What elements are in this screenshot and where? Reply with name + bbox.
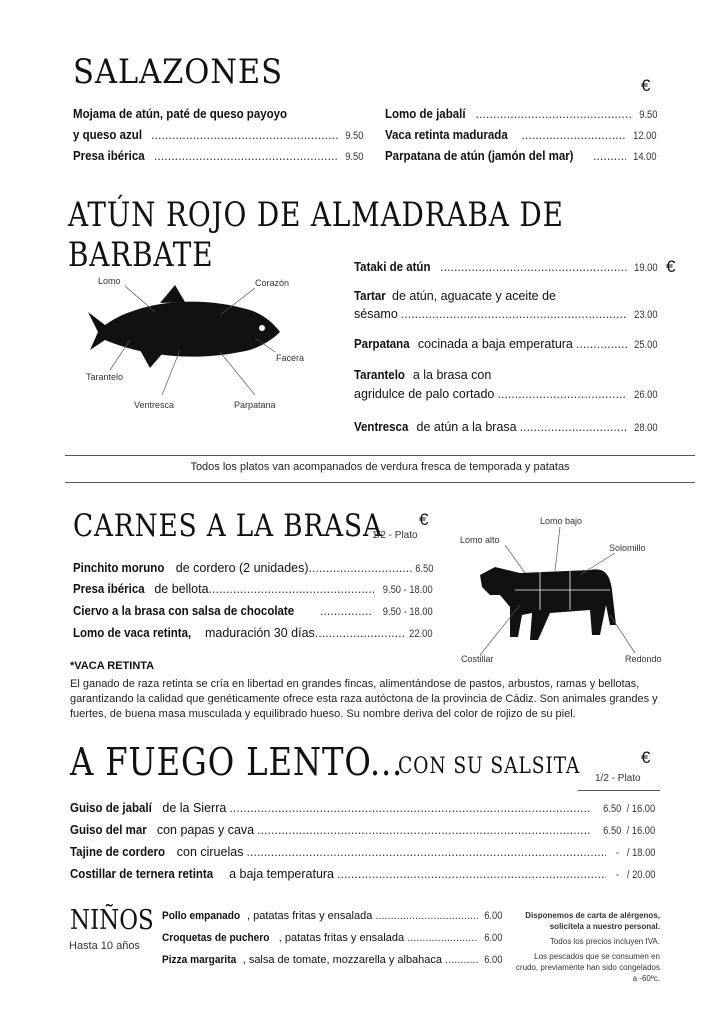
item-name: Pizza margarita — [162, 954, 237, 966]
fuego-title: A FUEGO LENTO... — [70, 740, 404, 784]
item-name: Mojama de atún, paté de queso payoyo — [73, 107, 288, 121]
item-price: 22.00 — [409, 628, 433, 640]
item-name: y queso azul — [73, 128, 143, 142]
menu-item — [73, 582, 433, 596]
item-desc: , patatas fritas y ensalada — [278, 932, 405, 944]
item-name: Costillar de ternera retinta — [70, 867, 214, 881]
item-desc: con papas y cava — [153, 823, 255, 837]
item-price: 9.50 - 18.00 — [383, 606, 433, 618]
item-price: 26.00 — [634, 389, 658, 401]
menu-item — [354, 260, 658, 274]
item-price: - / 20.00 — [615, 869, 655, 881]
menu-item — [162, 910, 502, 922]
menu-item — [354, 368, 658, 382]
euro-icon: € — [419, 510, 429, 529]
vaca-retinta-title: *VACA RETINTA — [70, 660, 155, 672]
item-price: - / 18.00 — [615, 847, 655, 859]
item-price: 9.50 — [638, 109, 657, 121]
item-name: Guiso de jabalí — [70, 801, 152, 815]
menu-item — [70, 845, 655, 859]
item-name: Lomo de jabalí — [385, 107, 466, 121]
item-name: Presa ibérica — [73, 582, 145, 596]
item-desc: de atún a la brasa — [413, 420, 517, 434]
menu-item — [385, 149, 657, 163]
item-desc — [313, 604, 316, 618]
menu-item — [73, 149, 363, 163]
item-name: Parpatana — [354, 337, 410, 351]
divider — [578, 790, 660, 791]
item-name: Lomo de vaca retinta, — [73, 626, 192, 640]
menu-item — [385, 128, 657, 142]
fuego-subtitle: CON SU SALSITA — [398, 754, 581, 779]
menu-item — [70, 801, 655, 815]
menu-item — [354, 289, 658, 303]
item-price: 28.00 — [634, 422, 658, 434]
item-price: 23.00 — [634, 309, 658, 321]
menu-item — [70, 823, 655, 837]
item-name: Tartar — [354, 289, 386, 303]
cow-label-costillar: Costillar — [461, 654, 494, 664]
item-desc: , salsa de tomate, mozzarella y albahaca — [242, 954, 443, 966]
item-desc: sésamo — [354, 307, 398, 321]
item-price: 9.50 — [344, 130, 363, 142]
divider — [65, 455, 695, 456]
ninos-subtitle: Hasta 10 años — [69, 940, 140, 952]
item-name: Parpatana de atún (jamón del mar) — [385, 149, 574, 163]
item-desc: de la Sierra — [158, 801, 227, 815]
item-price: 19.00 — [634, 262, 658, 274]
cow-label-lomo-bajo: Lomo bajo — [540, 516, 583, 526]
item-name: Vaca retinta madurada — [385, 128, 508, 142]
menu-item — [162, 954, 502, 966]
tuna-label-lomo: Lomo — [98, 276, 121, 286]
item-name: Tajine de cordero — [70, 845, 166, 859]
item-desc: cocinada a baja emperatura — [414, 337, 573, 351]
menu-item — [354, 307, 658, 321]
atun-title: ATÚN ROJO DE ALMADRABA DE BARBATE — [68, 195, 564, 275]
item-desc: de bellota — [150, 582, 209, 596]
euro-icon: € — [641, 748, 651, 767]
item-name: Croquetas de puchero — [162, 932, 270, 944]
ninos-title: NIÑOS — [70, 905, 154, 936]
tuna-label-corazon: Corazón — [255, 278, 290, 288]
item-price: 12.00 — [633, 130, 657, 142]
item-desc: , patatas fritas y ensalada — [246, 910, 373, 922]
item-name: Guiso del mar — [70, 823, 147, 837]
item-desc: de cordero (2 unidades) — [172, 561, 309, 575]
item-price: 25.00 — [634, 339, 658, 351]
item-price: 9.50 — [344, 151, 363, 163]
item-price: 6.50 / 16.00 — [603, 803, 655, 815]
cow-label-solomillo: Solomillo — [609, 543, 646, 553]
item-name: Pinchito moruno — [73, 561, 165, 575]
item-name: Tarantelo — [354, 368, 405, 382]
item-name: Pollo empanado — [162, 910, 241, 922]
item-price: 6.00 — [483, 932, 502, 944]
menu-item — [354, 337, 658, 351]
tuna-diagram — [80, 270, 320, 415]
salazones-title: SALAZONES — [73, 52, 284, 92]
item-name: Ciervo a la brasa con salsa de chocolate — [73, 604, 295, 618]
menu-item — [70, 867, 655, 881]
menu-item — [73, 626, 433, 640]
cow-label-redondo: Redondo — [625, 654, 662, 664]
iva-note: Todos los precios incluyen IVA. — [549, 937, 660, 946]
item-desc: con ciruelas — [173, 845, 244, 859]
euro-icon: € — [641, 76, 651, 95]
item-price: 6.00 — [483, 910, 502, 922]
divider — [65, 482, 695, 483]
item-name: Presa ibérica — [73, 149, 145, 163]
tuna-label-parpatana: Parpatana — [234, 400, 276, 410]
tuna-label-tarantelo: Tarantelo — [86, 372, 124, 382]
menu-item — [354, 420, 658, 434]
item-desc: maduración 30 días — [201, 626, 315, 640]
euro-icon: € — [666, 257, 676, 276]
atun-note: Todos los platos van acompanados de verdura fresca de temporada y patatas — [190, 461, 570, 473]
item-price: 6.50 / 16.00 — [603, 825, 655, 837]
portion-label: 1/2 - Plato — [372, 530, 418, 541]
item-name: Ventresca — [354, 420, 409, 434]
tuna-label-facera: Facera — [276, 353, 305, 363]
item-price: 6.50 — [414, 563, 433, 575]
vaca-retinta-text: El ganado de raza retinta se cría en libertad en grandes fincas, alimentándose de pastos, arbustos, ramas y bellotas, garantizando la calidad que genéticamente ofrece esta raza autóctona de la provincia de Cádiz. Son animales grandes y fuertes, de buena masa musculada y equilibrado hueso. Su nombre deriva del color de rojizo de su piel. — [70, 678, 658, 720]
menu-item — [73, 128, 363, 142]
cow-label-lomo-alto: Lomo alto — [460, 535, 500, 545]
menu-item — [73, 561, 433, 575]
item-name: Tataki de atún — [354, 260, 431, 274]
portion-label: 1/2 - Plato — [595, 773, 641, 784]
item-price: 6.00 — [483, 954, 502, 966]
menu-item — [162, 932, 502, 944]
item-desc: agridulce de palo cortado — [354, 387, 495, 401]
fish-note: Los pescados que se consumen en crudo, previamente han sido congelados a -60ºc. — [515, 952, 660, 983]
item-desc: a baja temperatura — [225, 867, 335, 881]
menu-item — [73, 604, 433, 618]
item-price: 14.00 — [633, 151, 657, 163]
tuna-label-ventresca: Ventresca — [134, 400, 175, 410]
menu-item — [385, 107, 657, 121]
menu-item — [73, 107, 363, 121]
item-desc: de atún, aguacate y aceite de — [388, 289, 557, 303]
allergen-note: Disponemos de carta de alérgenos, solicítela a nuestro personal. — [525, 911, 660, 931]
carnes-title: CARNES A LA BRASA — [73, 508, 383, 544]
item-desc: a la brasa con — [409, 368, 492, 382]
menu-item — [354, 387, 658, 401]
item-price: 9.50 - 18.00 — [383, 584, 433, 596]
